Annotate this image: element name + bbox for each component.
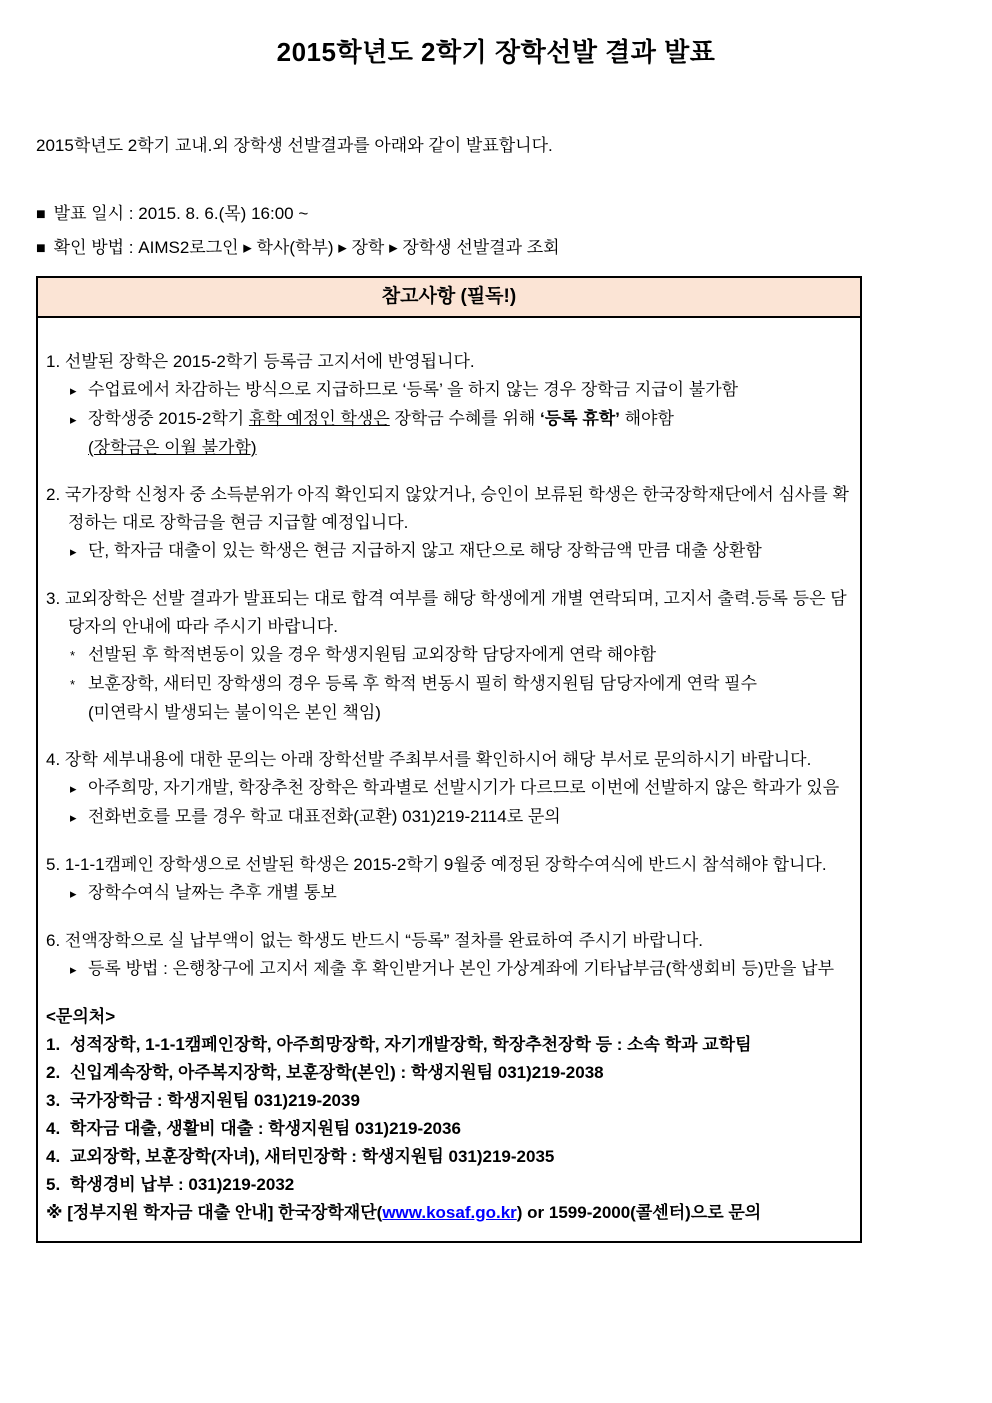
text-segment: 휴학 예정인 학생은 bbox=[248, 409, 390, 428]
bullet-line bbox=[70, 670, 852, 699]
text-segment: 수업료에서 차감하는 방식으로 지급하므로 ‘등록’ 을 하지 않는 경우 장학금 지급이 불가함 bbox=[88, 380, 739, 399]
bullet-line bbox=[70, 803, 852, 832]
contact-number: 2. bbox=[46, 1063, 61, 1082]
text-segment: ) or 1599-2000(콜센터)으로 문의 bbox=[516, 1203, 762, 1222]
item-text: 국가장학 신청자 중 소득분위가 아직 확인되지 않았거나, 승인이 보류된 학생은 한국장학재단에서 심사를 확정하는 대로 장학금을 현금 지급할 예정입니다. bbox=[64, 485, 849, 532]
contact-row bbox=[46, 1059, 852, 1087]
bullet-line bbox=[70, 537, 852, 566]
bullet-text bbox=[88, 409, 674, 428]
notice-item-5 bbox=[46, 851, 852, 908]
text-segment: ※ [정부지원 학자금 대출 안내] 한국장학재단( bbox=[46, 1203, 383, 1222]
contact-text: 교외장학, 보훈장학(자녀), 새터민장학 : 학생지원팀 031)219-2035 bbox=[70, 1147, 555, 1166]
item-number: 6. bbox=[46, 931, 61, 950]
text-segment: 장학수여식 날짜는 추후 개별 통보 bbox=[88, 883, 337, 902]
bullet-text bbox=[88, 959, 834, 978]
item-number: 5. bbox=[46, 855, 61, 874]
text-segment: ‘등록 휴학’ bbox=[540, 409, 620, 428]
item-number: 2. bbox=[46, 485, 61, 504]
bullet-text bbox=[88, 541, 762, 560]
contact-text: 국가장학금 : 학생지원팀 031)219-2039 bbox=[70, 1091, 360, 1110]
triangle-bullet-icon: ▸ bbox=[70, 383, 77, 398]
contact-text: 학자금 대출, 생활비 대출 : 학생지원팀 031)219-2036 bbox=[70, 1119, 461, 1138]
bullet-text bbox=[88, 778, 839, 797]
contact-number: 5. bbox=[46, 1175, 61, 1194]
triangle-bullet-icon: ▸ bbox=[70, 886, 77, 901]
contact-row bbox=[46, 1031, 852, 1059]
notice-box-header: 참고사항 (필독!) bbox=[38, 278, 860, 318]
page-title: 2015학년도 2학기 장학선발 결과 발표 bbox=[276, 37, 716, 67]
bullet-line bbox=[70, 774, 852, 803]
item-text: 교외장학은 선발 결과가 발표되는 대로 합격 여부를 해당 학생에게 개별 연락되며, 고지서 출력.등록 등은 담당자의 안내에 따라 주시기 바랍니다. bbox=[64, 589, 847, 636]
item-number: 1. bbox=[46, 352, 61, 371]
bullet-line bbox=[70, 879, 852, 908]
contact-number: 3. bbox=[46, 1091, 61, 1110]
notice-item-3 bbox=[46, 585, 852, 727]
item-text: 전액장학으로 실 납부액이 없는 학생도 반드시 “등록” 절차를 완료하여 주시기 바랍니다. bbox=[64, 931, 703, 950]
contact-text: 성적장학, 1-1-1캠페인장학, 아주희망장학, 자기개발장학, 학장추천장학 등 : 소속 학과 교학팀 bbox=[70, 1035, 752, 1054]
contact-text: 학생경비 납부 : 031)219-2032 bbox=[70, 1175, 295, 1194]
bullet-continuation-line bbox=[70, 699, 852, 727]
contact-note bbox=[46, 1199, 852, 1227]
announcement-method-line bbox=[36, 231, 862, 265]
item-head bbox=[46, 927, 852, 955]
item-head bbox=[46, 851, 852, 879]
bullet-text bbox=[88, 703, 381, 722]
triangle-bullet-icon: ▸ bbox=[70, 810, 77, 825]
contact-number: 1. bbox=[46, 1035, 61, 1054]
item-number: 3. bbox=[46, 589, 61, 608]
bullet-line bbox=[70, 405, 852, 434]
item-text: 1-1-1캠페인 장학생으로 선발된 학생은 2015-2학기 9월중 예정된 장학수여식에 반드시 참석해야 합니다. bbox=[64, 855, 827, 874]
text-segment: 단, 학자금 대출이 있는 학생은 현금 지급하지 않고 재단으로 해당 장학금액 만큼 대출 상환함 bbox=[88, 541, 762, 560]
contact-number: 4. bbox=[46, 1147, 61, 1166]
notice-item-4 bbox=[46, 746, 852, 832]
kosaf-link[interactable]: www.kosaf.go.kr bbox=[382, 1203, 517, 1222]
item-head bbox=[46, 481, 852, 537]
text-segment: 전화번호를 모를 경우 학교 대표전화(교환) 031)219-2114로 문의 bbox=[88, 807, 561, 826]
bullet-line bbox=[70, 376, 852, 405]
square-bullet-icon: ■ bbox=[36, 206, 46, 223]
contact-heading: <문의처> bbox=[46, 1007, 116, 1026]
bullet-continuation-line bbox=[70, 434, 852, 462]
item-head bbox=[46, 348, 852, 376]
bullet-text bbox=[88, 438, 257, 457]
item-head bbox=[46, 585, 852, 641]
notice-item-1 bbox=[46, 348, 852, 462]
bullet-text bbox=[88, 380, 738, 399]
triangle-bullet-icon: ▸ bbox=[70, 962, 77, 977]
item-text: 선발된 장학은 2015-2학기 등록금 고지서에 반영됩니다. bbox=[64, 352, 475, 371]
item-head bbox=[46, 746, 852, 774]
bullet-line bbox=[70, 955, 852, 984]
text-segment: 해야함 bbox=[619, 409, 674, 428]
item-text: 장학 세부내용에 대한 문의는 아래 장학선발 주최부서를 확인하시어 해당 부서로 문의하시기 바랍니다. bbox=[64, 750, 812, 769]
notice-item-6 bbox=[46, 927, 852, 984]
text-segment: 보훈장학, 새터민 장학생의 경우 등록 후 학적 변동시 필히 학생지원팀 담당자에게 연락 필수 bbox=[88, 674, 758, 693]
contact-section bbox=[46, 1003, 852, 1227]
text-segment: 아주희망, 자기개발, 학장추천 장학은 학과별로 선발시기가 다르므로 이번에 선발하지 않은 학과가 있음 bbox=[88, 778, 840, 797]
contact-number: 4. bbox=[46, 1119, 61, 1138]
text-segment: 등록 방법 : 은행창구에 고지서 제출 후 확인받거나 본인 가상계좌에 기타납부금(학생회비 등)만을 납부 bbox=[88, 959, 835, 978]
contact-row bbox=[46, 1087, 852, 1115]
announcement-date-line bbox=[36, 197, 862, 231]
notice-box bbox=[36, 276, 862, 1243]
intro-text: 2015학년도 2학기 교내.외 장학생 선발결과를 아래와 같이 발표합니다. bbox=[36, 136, 553, 155]
bullet-text bbox=[88, 645, 656, 664]
bullet-line bbox=[70, 641, 852, 670]
bullet-text bbox=[88, 807, 561, 826]
text-segment: (장학금은 이월 불가함) bbox=[88, 438, 257, 457]
contact-row bbox=[46, 1143, 852, 1171]
asterisk-bullet-icon: * bbox=[70, 677, 76, 692]
notice-item-2 bbox=[46, 481, 852, 566]
announcement-date-text: 발표 일시 : 2015. 8. 6.(목) 16:00 ~ bbox=[53, 204, 309, 223]
announcement-method-text: 확인 방법 : AIMS2로그인 ▸ 학사(학부) ▸ 장학 ▸ 장학생 선발결과 조회 bbox=[53, 238, 560, 257]
contact-row bbox=[46, 1171, 852, 1199]
text-segment: 장학금 수혜를 위해 bbox=[389, 409, 541, 428]
text-segment: 장학생중 2015-2학기 bbox=[88, 409, 249, 428]
triangle-bullet-icon: ▸ bbox=[70, 412, 77, 427]
bullet-text bbox=[88, 674, 757, 693]
bullet-text bbox=[88, 883, 337, 902]
square-bullet-icon: ■ bbox=[36, 240, 46, 257]
notice-box-body bbox=[38, 318, 860, 1241]
contact-text: 신입계속장학, 아주복지장학, 보훈장학(본인) : 학생지원팀 031)219-2038 bbox=[70, 1063, 604, 1082]
asterisk-bullet-icon: * bbox=[70, 648, 76, 663]
triangle-bullet-icon: ▸ bbox=[70, 781, 77, 796]
item-number: 4. bbox=[46, 750, 61, 769]
text-segment: (미연락시 발생되는 불이익은 본인 책임) bbox=[88, 703, 381, 722]
triangle-bullet-icon: ▸ bbox=[70, 544, 77, 559]
contact-row bbox=[46, 1115, 852, 1143]
text-segment: 선발된 후 학적변동이 있을 경우 학생지원팀 교외장학 담당자에게 연락 해야함 bbox=[88, 645, 657, 664]
